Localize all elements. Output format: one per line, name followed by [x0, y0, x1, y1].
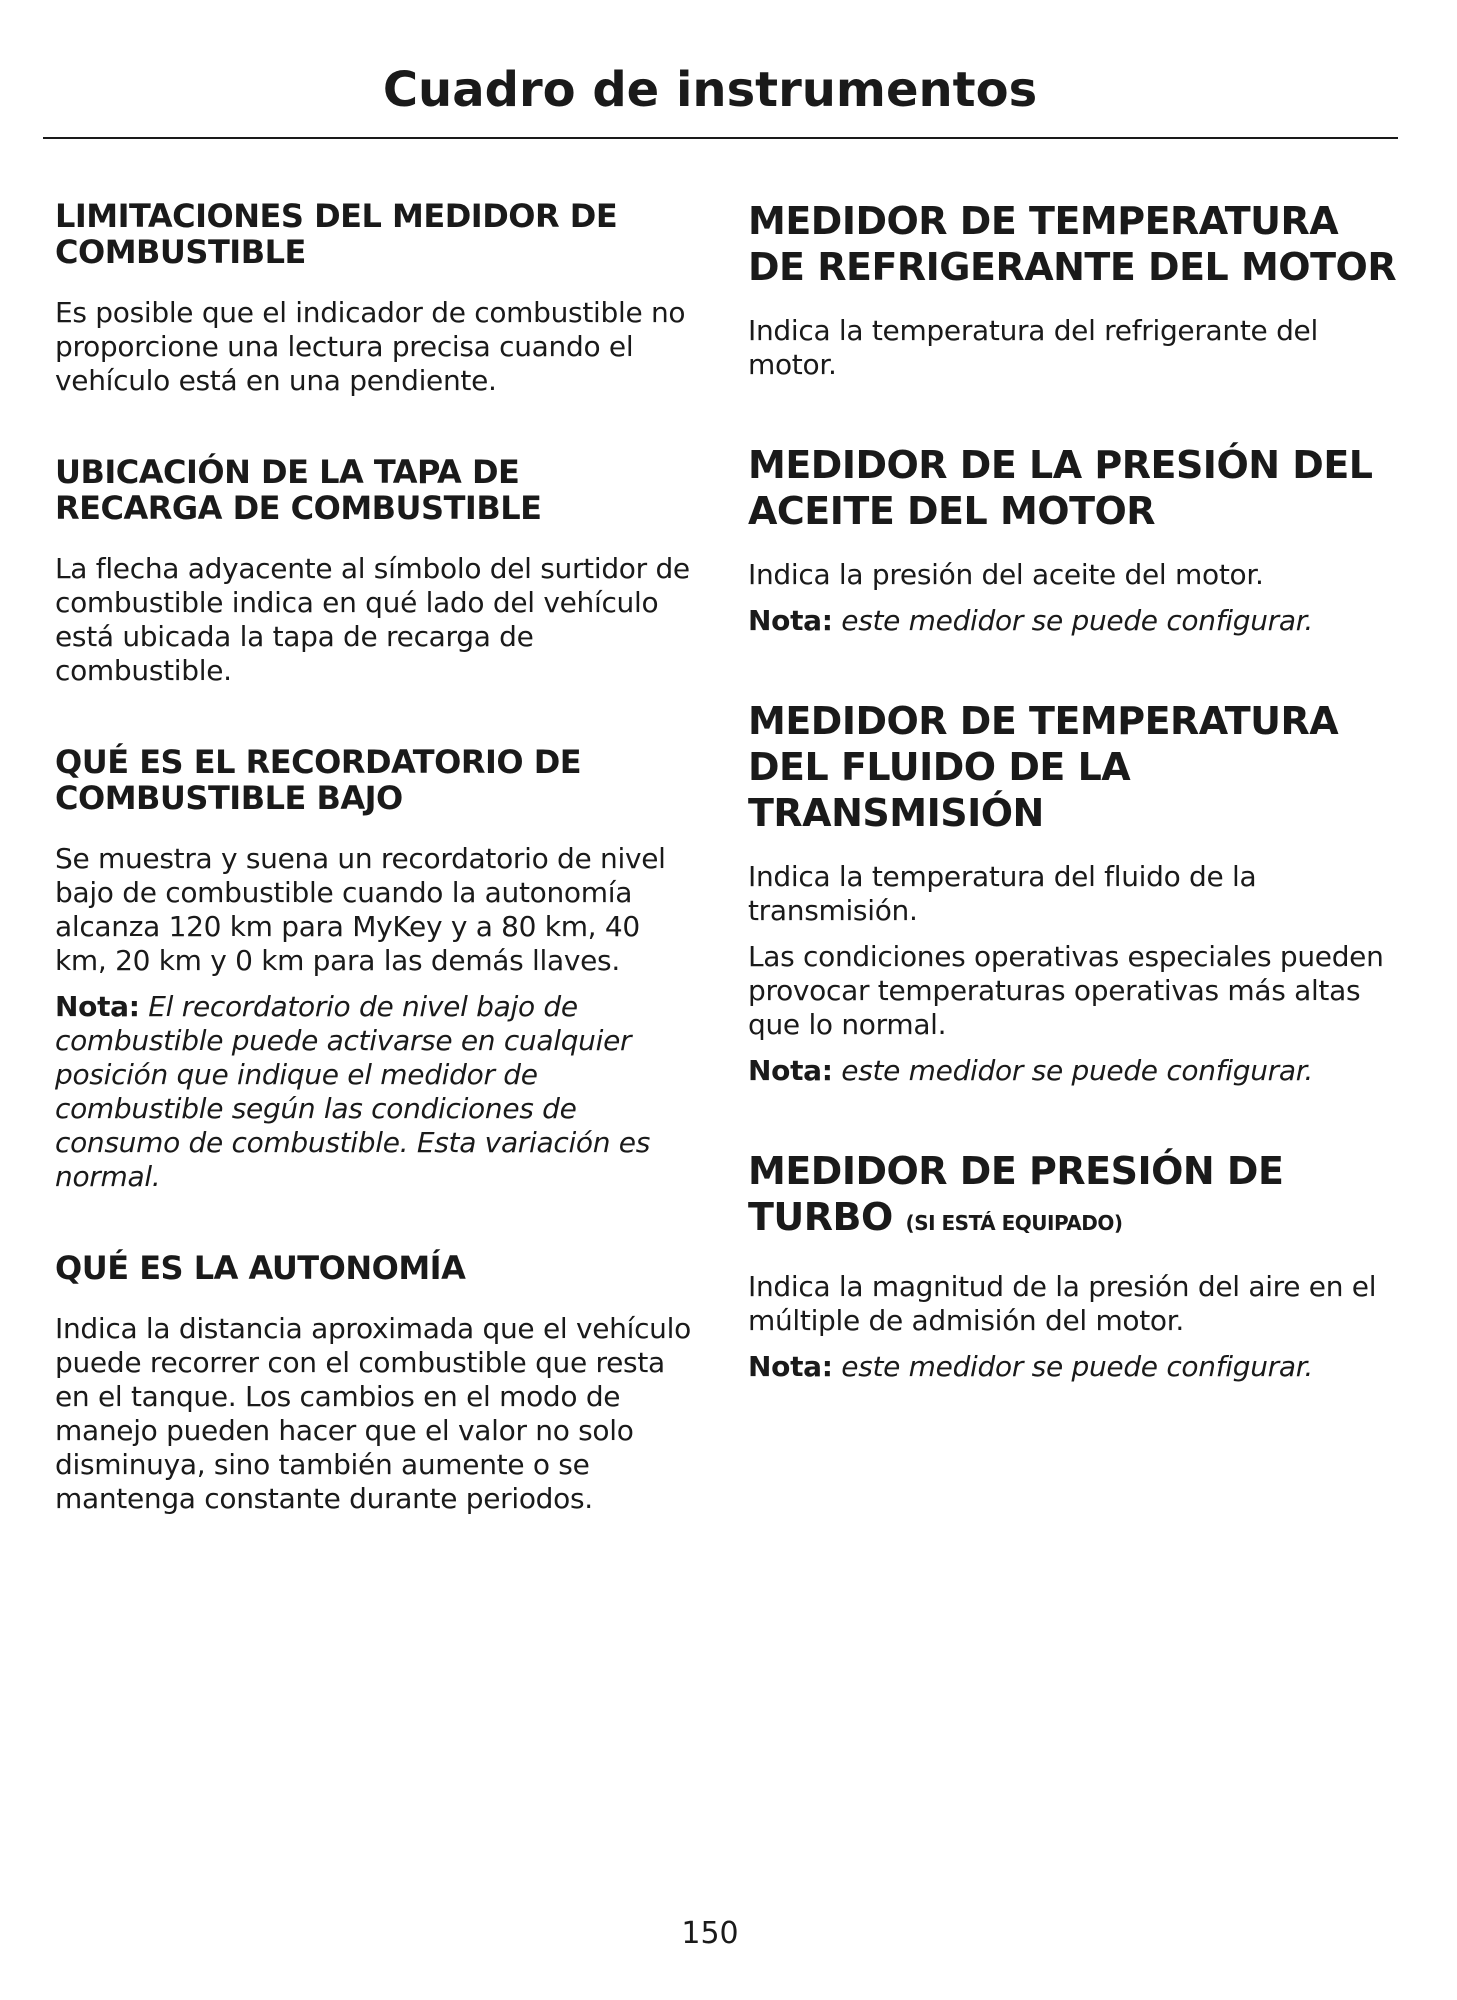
- section-paragraph: Es posible que el indicador de combustible no proporcione una lectura precisa cuando el vehículo está en una pendiente.: [55, 296, 686, 397]
- section-transmission-fluid-temperature: [748, 698, 1398, 1088]
- section-turbo-boost-pressure: [748, 1148, 1398, 1384]
- note: [55, 990, 695, 1194]
- section-low-fuel-reminder: [55, 744, 695, 1194]
- section-oil-pressure: [748, 442, 1398, 638]
- page-number: 150: [681, 1916, 739, 1951]
- section-paragraph: Indica la distancia aproximada que el vehículo puede recorrer con el combustible que resta en el tanque. Los cambios en el modo de manejo pueden hacer que el valor no solo disminuya, sino también aumente o se mantenga constante durante periodos.: [55, 1312, 691, 1515]
- section-paragraph: Indica la temperatura del fluido de la transmisión.: [748, 860, 1257, 927]
- note: [748, 1350, 1398, 1384]
- section-heading: LIMITACIONES DEL MEDIDOR DE COMBUSTIBLE: [55, 197, 618, 271]
- section-paragraph: Se muestra y suena un recordatorio de nivel bajo de combustible cuando la autonomía alcanza 120 km para MyKey y a 80 km, 40 km, 20 km y 0 km para las demás llaves.: [55, 842, 666, 977]
- section-heading: QUÉ ES EL RECORDATORIO DE COMBUSTIBLE BAJO: [55, 743, 582, 817]
- section-paragraph: La flecha adyacente al símbolo del surtidor de combustible indica en qué lado del vehículo está ubicada la tapa de recarga de combustible.: [55, 552, 690, 687]
- note-label: Nota:: [748, 604, 833, 637]
- section-heading-text: MEDIDOR DE PRESIÓN DE TURBO: [748, 1149, 1284, 1239]
- note-text: El recordatorio de nivel bajo de combustible puede activarse en cualquier posición que indique el medidor de combustible según las condiciones de consumo de combustible. Esta variación es normal.: [55, 990, 651, 1193]
- section-heading: MEDIDOR DE TEMPERATURA DEL FLUIDO DE LA TRANSMISIÓN: [748, 699, 1339, 835]
- section-heading-suffix: (SI ESTÁ EQUIPADO): [905, 1211, 1123, 1235]
- section-range: [55, 1250, 695, 1516]
- left-column: [55, 198, 695, 1528]
- section-heading: MEDIDOR DE LA PRESIÓN DEL ACEITE DEL MOTOR: [748, 443, 1373, 533]
- note: [748, 1054, 1398, 1088]
- right-column: [748, 198, 1398, 1396]
- section-heading: UBICACIÓN DE LA TAPA DE RECARGA DE COMBUSTIBLE: [55, 453, 542, 527]
- note-text: este medidor se puede configurar.: [841, 1350, 1313, 1383]
- note-label: Nota:: [55, 990, 140, 1023]
- note-label: Nota:: [748, 1350, 833, 1383]
- section-heading: MEDIDOR DE TEMPERATURA DE REFRIGERANTE DEL MOTOR: [748, 199, 1397, 289]
- note-text: este medidor se puede configurar.: [841, 604, 1313, 637]
- note-label: Nota:: [748, 1054, 833, 1087]
- section-paragraph: Indica la temperatura del refrigerante del motor.: [748, 314, 1318, 381]
- section-heading: [748, 1148, 1398, 1246]
- section-fuel-door-location: [55, 454, 695, 688]
- section-paragraph: Indica la magnitud de la presión del aire en el múltiple de admisión del motor.: [748, 1270, 1377, 1337]
- note-text: este medidor se puede configurar.: [841, 1054, 1313, 1087]
- title-divider: [43, 137, 1398, 139]
- section-paragraph: Indica la presión del aceite del motor.: [748, 558, 1264, 591]
- note: [748, 604, 1398, 638]
- section-heading: QUÉ ES LA AUTONOMÍA: [55, 1249, 466, 1287]
- page-title: Cuadro de instrumentos: [382, 62, 1038, 118]
- section-coolant-temperature: [748, 198, 1398, 382]
- section-fuel-gauge-limitations: [55, 198, 695, 398]
- section-paragraph: Las condiciones operativas especiales pueden provocar temperaturas operativas más altas que lo normal.: [748, 940, 1384, 1041]
